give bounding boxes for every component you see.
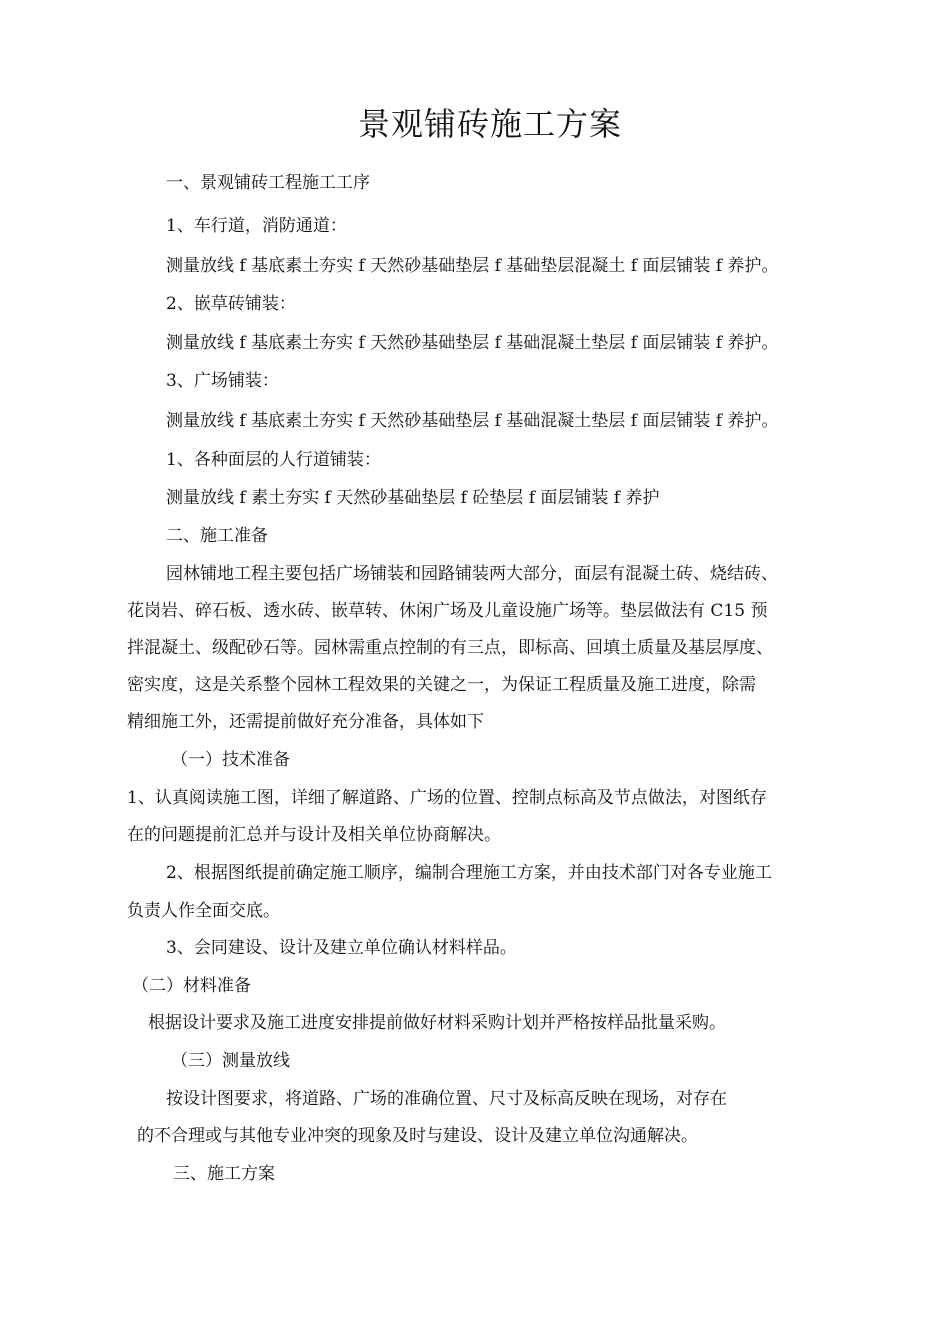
paragraph-line: 根据设计要求及施工进度安排提前做好材料采购计划并严格按样品批量采购。 bbox=[148, 1013, 726, 1033]
process-line-3: 测量放线 f 基底素土夯实 f 天然砂基础垫层 f 基础混凝土垫层 f 面层铺装 f 养护。 bbox=[166, 411, 779, 431]
paragraph-line: 1、认真阅读施工图，详细了解道路、广场的位置、控制点标高及节点做法，对图纸存 bbox=[127, 788, 767, 808]
paragraph-line: 3、会同建设、设计及建立单位确认材料样品。 bbox=[166, 938, 517, 958]
section-heading-1: 一、景观铺砖工程施工工序 bbox=[166, 173, 370, 193]
subsection-heading-materials: （二）材料准备 bbox=[132, 976, 251, 996]
process-line-2: 测量放线 f 基底素土夯实 f 天然砂基础垫层 f 基础混凝土垫层 f 面层铺装 f 养护。 bbox=[166, 333, 779, 353]
section-heading-2: 二、施工准备 bbox=[166, 526, 268, 546]
document-title: 景观铺砖施工方案 bbox=[357, 105, 622, 143]
subheading-2: 2、嵌草砖铺装： bbox=[166, 294, 296, 314]
paragraph-line: 的不合理或与其他专业冲突的现象及时与建设、设计及建立单位沟通解决。 bbox=[137, 1126, 698, 1146]
paragraph-line: 负责人作全面交底。 bbox=[127, 901, 280, 921]
subheading-3: 3、广场铺装： bbox=[166, 371, 279, 391]
paragraph-line: 精细施工外，还需提前做好充分准备，具体如下 bbox=[127, 712, 484, 732]
subheading-4: 1、各种面层的人行道铺装： bbox=[166, 450, 381, 470]
paragraph-line: 2、根据图纸提前确定施工顺序，编制合理施工方案，并由技术部门对各专业施工 bbox=[166, 863, 772, 883]
paragraph-line: 按设计图要求，将道路、广场的准确位置、尺寸及标高反映在现场，对存在 bbox=[166, 1089, 727, 1109]
paragraph-line: 在的问题提前汇总并与设计及相关单位协商解决。 bbox=[127, 825, 501, 845]
process-line-1: 测量放线 f 基底素土夯实 f 天然砂基础垫层 f 基础垫层混凝土 f 面层铺装 f 养护。 bbox=[166, 256, 779, 276]
subsection-heading-technical: （一）技术准备 bbox=[171, 750, 290, 770]
subheading-1: 1、车行道，消防通道： bbox=[166, 216, 347, 236]
paragraph-line: 园林铺地工程主要包括广场铺装和园路铺装两大部分，面层有混凝土砖、烧结砖、 bbox=[166, 564, 778, 584]
subsection-heading-survey: （三）测量放线 bbox=[171, 1051, 290, 1071]
process-line-4: 测量放线 f 素土夯实 f 天然砂基础垫层 f 砼垫层 f 面层铺装 f 养护 bbox=[166, 488, 660, 508]
section-heading-3: 三、施工方案 bbox=[173, 1164, 275, 1184]
paragraph-line: 花岗岩、碎石板、透水砖、嵌草转、休闲广场及儿童设施广场等。垫层做法有 C15 预 bbox=[127, 601, 768, 621]
paragraph-line: 密实度，这是关系整个园林工程效果的关键之一，为保证工程质量及施工进度，除需 bbox=[127, 675, 756, 695]
paragraph-line: 拌混凝土、级配砂石等。园林需重点控制的有三点，即标高、回填土质量及基层厚度、 bbox=[127, 638, 773, 658]
